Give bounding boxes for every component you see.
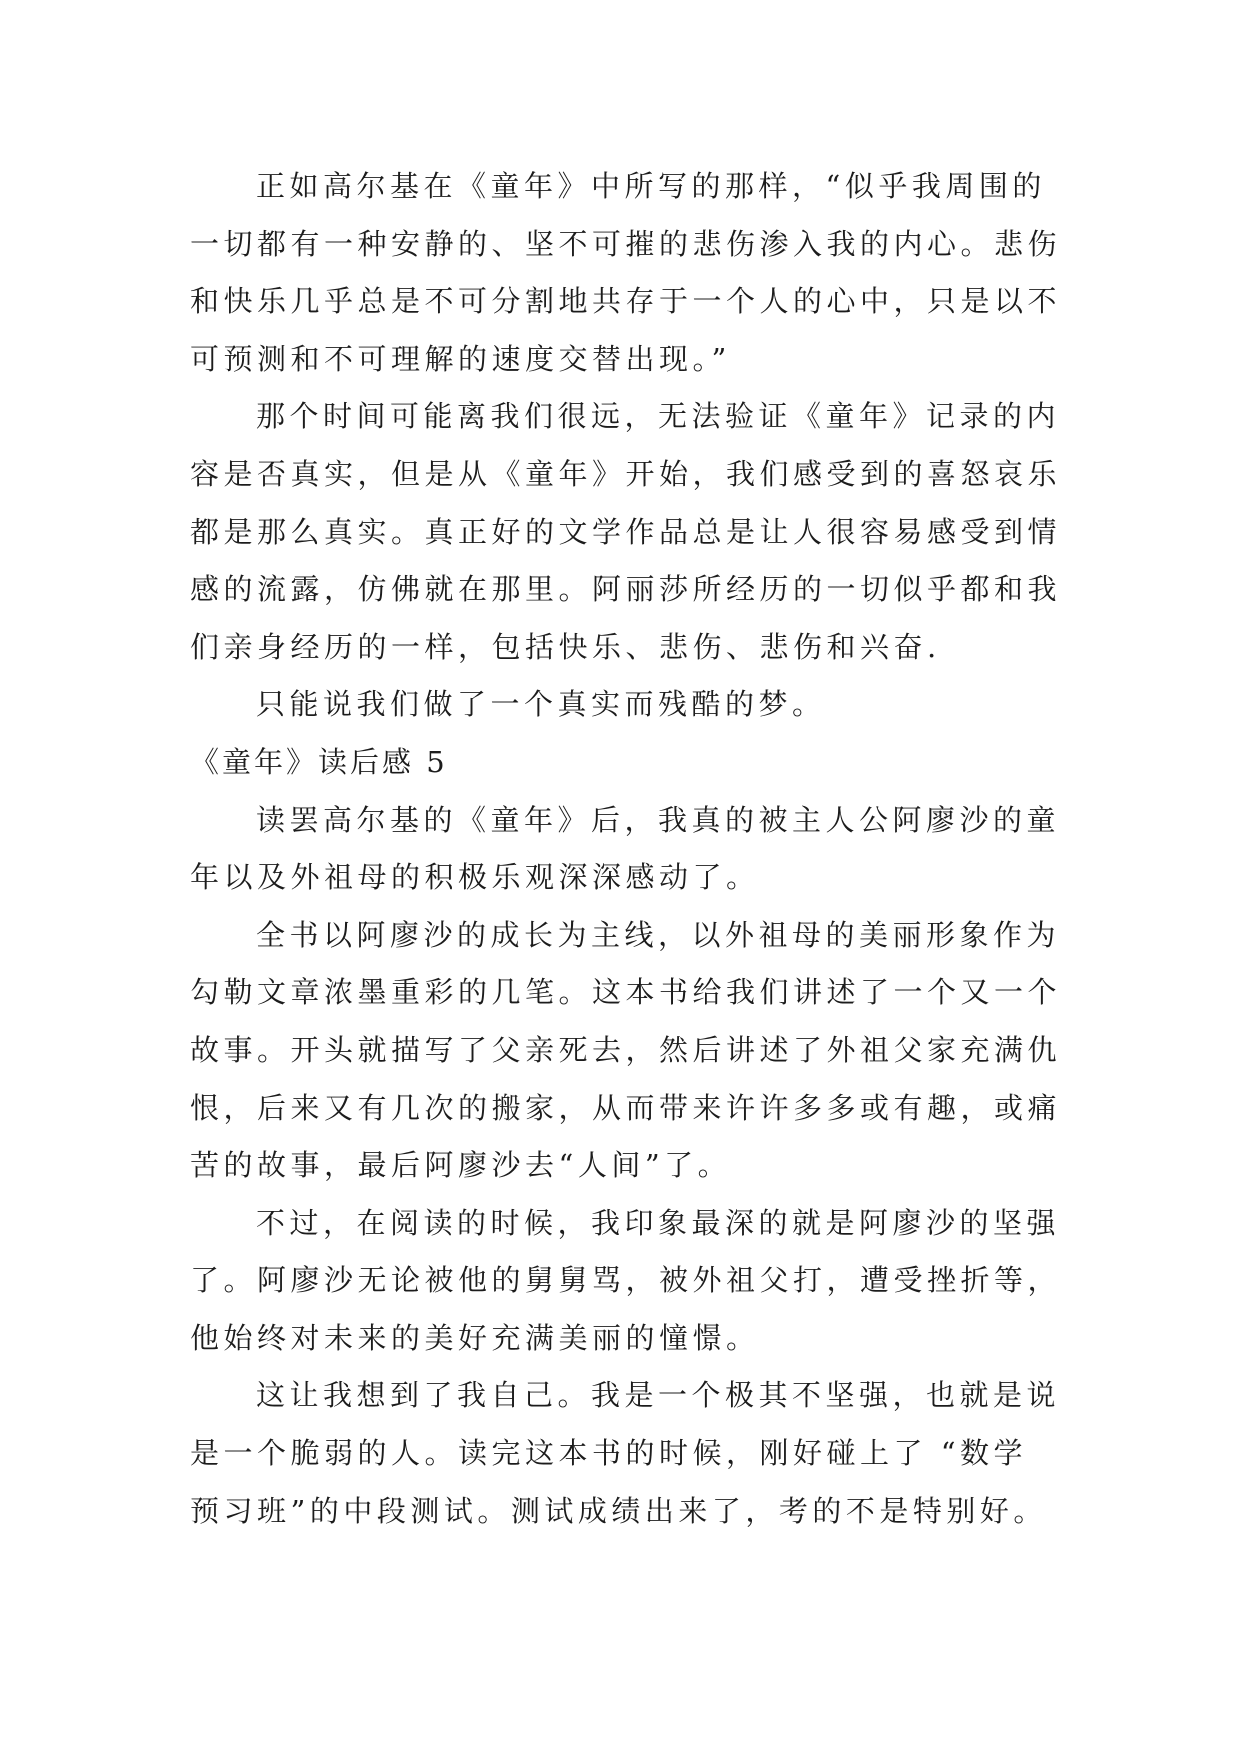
paragraph-5-line-1: 全书以阿廖沙的成长为主线，以外祖母的美丽形象作为 bbox=[256, 917, 1061, 952]
paragraph-1-line-1: 正如高尔基在《童年》中所写的那样，“似乎我周围的 bbox=[256, 169, 1046, 203]
paragraph-6-line-3: 他始终对未来的美好充满美丽的憧憬。 bbox=[190, 1320, 760, 1355]
paragraph-5-line-3: 故事。开头就描写了父亲死去，然后讲述了外祖父家充满仇 bbox=[190, 1032, 1062, 1067]
paragraph-5-line-2: 勾勒文章浓墨重彩的几笔。这本书给我们讲述了一个又一个 bbox=[190, 975, 1062, 1010]
paragraph-3-line-1: 只能说我们做了一个真实而残酷的梦。 bbox=[256, 687, 826, 722]
paragraph-2-line-1: 那个时间可能离我们很远，无法验证《童年》记录的内 bbox=[256, 399, 1061, 434]
paragraph-4-line-2: 年以及外祖母的积极乐观深深感动了。 bbox=[190, 860, 760, 895]
paragraph-2-line-5: 们亲身经历的一样，包括快乐、悲伤、悲伤和兴奋. bbox=[190, 629, 941, 664]
paragraph-5-line-5: 苦的故事，最后阿廖沙去“人间”了。 bbox=[190, 1148, 732, 1183]
document-body bbox=[190, 158, 1070, 1540]
paragraph-2-line-3: 都是那么真实。真正好的文学作品总是让人很容易感受到情 bbox=[190, 514, 1062, 549]
paragraph-7-line-2: 是一个脆弱的人。读完这本书的时候，刚好碰上了 “数学 bbox=[190, 1436, 1028, 1471]
paragraph-7-line-1: 这让我想到了我自己。我是一个极其不坚强，也就是说 bbox=[256, 1378, 1061, 1413]
paragraph-1-line-3: 和快乐几乎总是不可分割地共存于一个人的心中，只是以不 bbox=[190, 284, 1062, 319]
paragraph-6-line-1: 不过，在阅读的时候，我印象最深的就是阿廖沙的坚强 bbox=[256, 1205, 1061, 1240]
paragraph-6-line-2: 了。阿廖沙无论被他的舅舅骂，被外祖父打，遭受挫折等， bbox=[190, 1263, 1062, 1298]
paragraph-4-line-1: 读罢高尔基的《童年》后，我真的被主人公阿廖沙的童 bbox=[256, 802, 1061, 837]
paragraph-2-line-4: 感的流露，仿佛就在那里。阿丽莎所经历的一切似乎都和我 bbox=[190, 572, 1062, 607]
paragraph-5-line-4: 恨，后来又有几次的搬家，从而带来许许多多或有趣，或痛 bbox=[190, 1090, 1062, 1125]
paragraph-7-line-3: 预习班”的中段测试。测试成绩出来了，考的不是特别好。 bbox=[190, 1493, 1047, 1528]
section-heading: 《童年》读后感 5 bbox=[190, 744, 448, 779]
paragraph-1-line-4: 可预测和不可理解的速度交替出现。” bbox=[190, 341, 731, 376]
paragraph-2-line-2: 容是否真实，但是从《童年》开始，我们感受到的喜怒哀乐 bbox=[190, 456, 1062, 491]
paragraph-1-line-2: 一切都有一种安静的、坚不可摧的悲伤渗入我的内心。悲伤 bbox=[190, 226, 1062, 261]
